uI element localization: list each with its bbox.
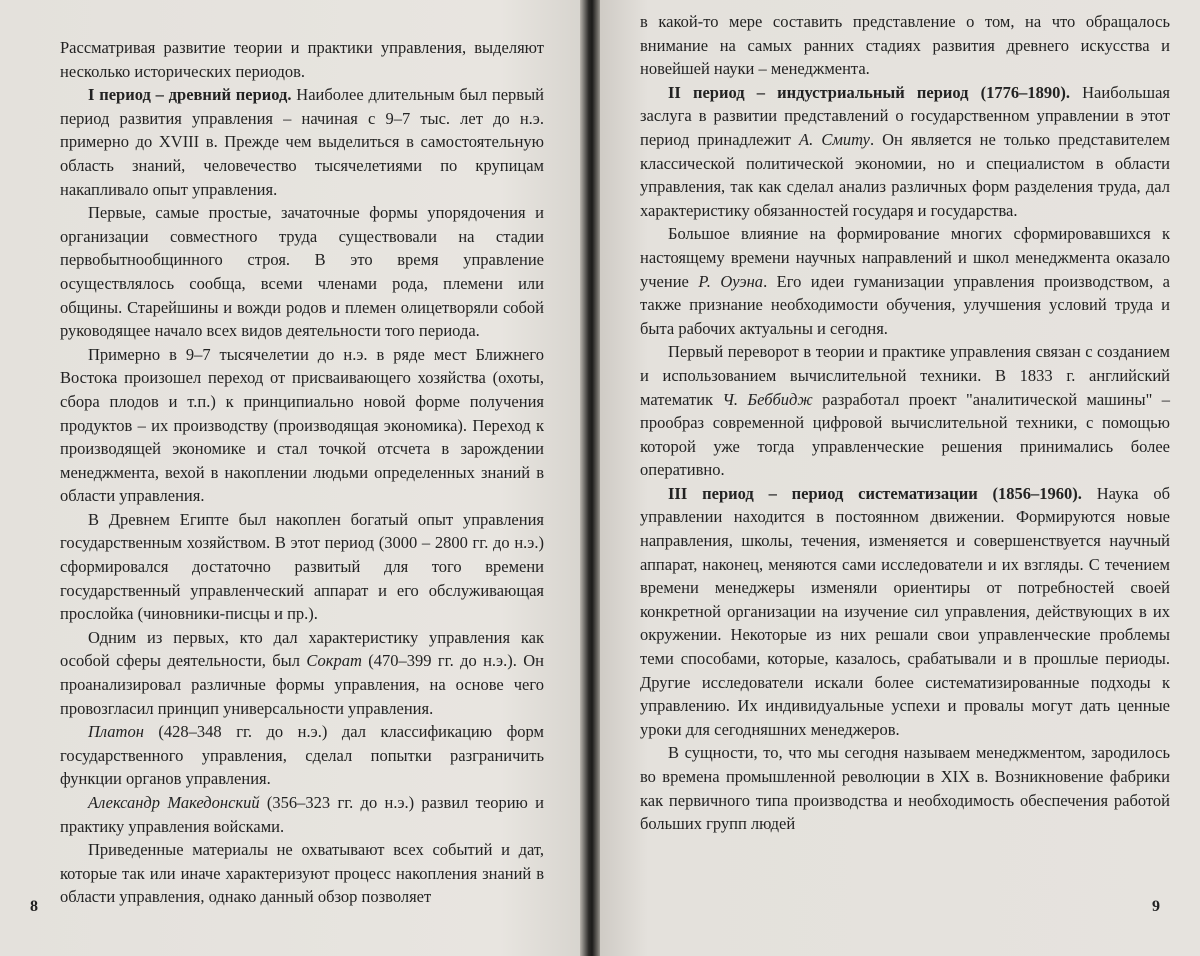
paragraph [60,838,544,909]
paragraph-text: Наибольшая заслуга в развитии представлений о государственном управлении в этот период принадлежит [640,82,1171,149]
period-heading: I период – древний период. [88,85,292,105]
paragraph [640,81,1170,223]
paragraph [640,741,1170,835]
paragraph-text: в какой-то мере составить представление о том, на что обращалось внимание на самых ранних стадиях развития древнего искусства и новейшей науки – менеджмента. [640,12,1170,79]
page-number-right: 9 [1152,898,1160,915]
paragraph-text: Первый переворот в теории и практике управления связан с созданием и использованием вычислительной техники. В 1833 г. английский математик [640,342,1170,409]
paragraph-text: Наука об управлении находится в постоянном движении. Формируются новые направления, школы, течения, изменяется и совершенствуется научный аппарат, наконец, меняются сами исследователи и их взгляды. С течением времени менеджеры изменяли ориентиры от потребностей своей конкретной организации на изучение сил управления, действующих в их окружении. Некоторые из них решали свои управленческие проблемы теми способами, которые, казалось, срабатывали и в прошлые периоды. Другие исследователи искали более систематизированные подходы к управлению. Их индивидуальные успехи и провалы могут дать ценные уроки для сегодняшних менеджеров. [640,483,1170,739]
left-page [0,0,588,956]
right-page [600,0,1200,956]
period-heading: III период – период систематизации (1856–1960). [668,483,1082,503]
paragraph-text: Большое влияние на формирование многих сформировавшихся к настоящему времени научных направлений и школ менеджмента оказало учение [640,224,1170,291]
paragraph-text: Приведенные материалы не охватывают всех событий и дат, которые так или иначе характеризуют процесс накопления знаний в области управления, однако данный обзор позволяет [60,840,544,907]
paragraph-text: разработал проект "аналитической машины" – прообраз современной цифровой вычислительной техники, с помощью которой уже тогда управленческие решения принимались более оперативно. [640,389,1170,480]
period-heading: II период – индустриальный период (1776–1890). [668,82,1071,102]
paragraph-text: . Он является не только представителем классической политической экономии, но и специалистом в области управления, так как сделал анализ различных форм разделения труда, дал характеристику обязанностей государя и государства. [640,129,1170,220]
paragraph-text: Наиболее длительным был первый период развития управления – начиная с 9–7 тыс. лет до н.э. примерно до XVIII в. Прежде чем выделиться в самостоятельную область знаний, человечество тысячелетиями по крупицам накапливало опыт управления. [60,85,544,199]
person-name: Р. Оуэна [698,271,764,291]
paragraph [60,36,544,83]
paragraph [640,222,1170,340]
paragraph [60,720,544,791]
paragraph [60,791,544,838]
paragraph-text: В сущности, то, что мы сегодня называем менеджментом, зародилось во времена промышленной революции в XIX в. Возникновение фабрики как первичного типа производства и необходимость обеспечения работой больших групп людей [640,743,1170,834]
page-number-left: 8 [30,898,38,915]
person-name: Платон [88,722,144,742]
paragraph [60,201,544,343]
paragraph-text: . Его идеи гуманизации управления производством, а также признание необходимости обучения, улучшения условий труда и быта рабочих актуальны и сегодня. [640,271,1170,338]
person-name: Сократ [306,651,362,671]
paragraph [60,343,544,508]
paragraph [640,10,1170,81]
paragraph-text: Первые, самые простые, зачаточные формы упорядочения и организации совместного труда существовали на стадии первобытнообщинного строя. В это время управление осуществлялось сообща, всеми членами рода, племени или общины. Старейшины и вожди родов и племен олицетворяли собой руководящее начало всех видов деятельности того периода. [60,203,544,341]
book-gutter [580,0,602,956]
paragraph-text: Примерно в 9–7 тысячелетии до н.э. в ряде мест Ближнего Востока произошел переход от присваивающего хозяйства (охоты, сбора плодов и т.п.) к принципиально новой форме получения продуктов – их производству (производящая экономика). Переход к производящей экономике и стал точкой отсчета в зарождении менеджмента, вехой в накоплении людьми определенных знаний в области управления. [60,344,544,506]
paragraph-text: (470–399 гг. до н.э.). Он проанализировал различные формы управления, на основе чего провозгласил принцип универсальности управления. [60,651,544,718]
paragraph-text: Рассматривая развитие теории и практики управления, выделяют несколько исторических периодов. [60,38,544,81]
paragraph-text: Одним из первых, кто дал характеристику управления как особой сферы деятельности, был [60,627,544,671]
paragraph [640,482,1170,742]
paragraph [60,508,544,626]
paragraph [60,83,544,201]
paragraph-text: (356–323 гг. до н.э.) развил теорию и практику управления войсками. [60,793,544,836]
paragraph [640,340,1170,482]
person-name: Ч. Беббидж [722,389,813,409]
paragraph-text: В Древнем Египте был накоплен богатый опыт управления государственным хозяйством. В этот период (3000 – 2800 гг. до н.э.) сформировался достаточно развитый для того времени государственный управленческий аппарат и его обслуживающая прослойка (чиновники-писцы и пр.). [60,509,544,624]
person-name: А. Смиту [799,129,870,149]
paragraph-text: (428–348 гг. до н.э.) дал классификацию форм государственного управления, сделал попытки разграничить функции органов управления. [60,722,544,789]
paragraph [60,626,544,720]
person-name: Александр Македонский [88,793,260,812]
